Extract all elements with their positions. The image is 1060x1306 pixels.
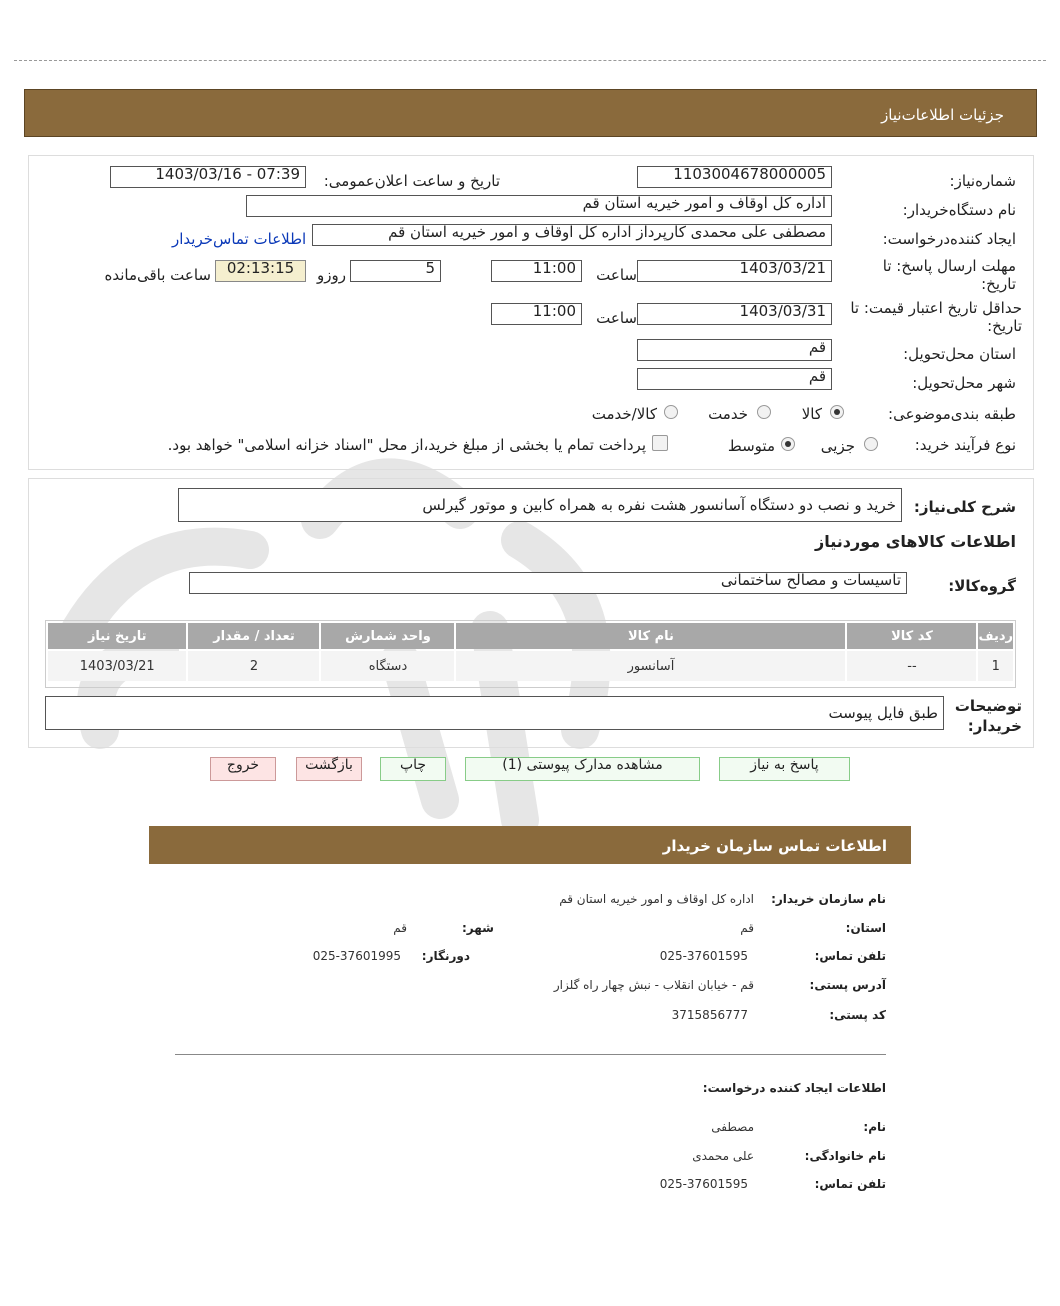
contact-province-label: استان: — [845, 921, 886, 935]
goods-table — [46, 621, 1015, 683]
creator-field: مصطفی علی محمدی کارپرداز اداره کل اوقاف و امور خیریه استان قم — [312, 224, 832, 246]
announce-label: تاریخ و ساعت اعلان‌عمومی: — [323, 172, 500, 190]
cell-name: آسانسور — [456, 651, 845, 681]
cell-unit: دستگاه — [321, 651, 454, 681]
col-unit: واحد شمارش — [321, 623, 454, 649]
contact-postal-label: کد پستی: — [829, 1008, 886, 1022]
col-name: نام کالا — [456, 623, 845, 649]
contact-address-value: قم - خیابان انقلاب - نبش چهار راه گلزار — [553, 978, 754, 992]
price-validity-label: حداقل تاریخ اعتبار قیمت: تا تاریخ: — [850, 299, 1022, 335]
view-documents-button[interactable]: مشاهده مدارک پیوستی (1) — [465, 757, 700, 781]
category-radio-goods-service[interactable] — [664, 405, 678, 419]
price-validity-time-field: 11:00 — [491, 303, 582, 325]
table-row — [48, 651, 1013, 681]
contact-header — [149, 826, 911, 864]
need-description-field: خرید و نصب دو دستگاه آسانسور هشت نفره به همراه کابین و موتور گیرلس — [178, 488, 902, 522]
price-validity-time-label: ساعت — [596, 309, 637, 327]
goods-table-wrapper — [45, 620, 1016, 688]
remaining-label: ساعت باقی‌مانده — [104, 266, 211, 284]
need-number-field: 1103004678000005 — [637, 166, 832, 188]
creator-label: ایجاد کننده‌درخواست: — [882, 230, 1016, 248]
exit-button[interactable]: خروج — [210, 757, 276, 781]
treasury-payment-checkbox[interactable] — [652, 435, 668, 451]
days-label: روزو — [317, 266, 346, 284]
goods-info-title: اطلاعات کالاهای موردنیاز — [815, 532, 1016, 551]
back-button[interactable]: بازگشت — [296, 757, 362, 781]
cell-code: -- — [847, 651, 976, 681]
contact-divider — [175, 1054, 886, 1055]
province-field: قم — [637, 339, 832, 361]
goods-table-header — [48, 623, 1013, 649]
process-label: نوع فرآیند خرید: — [914, 436, 1016, 454]
process-radio-minor[interactable] — [864, 437, 878, 451]
deadline-label: مهلت ارسال پاسخ: تا تاریخ: — [882, 257, 1016, 293]
contact-org-value: اداره کل اوقاف و امور خیریه استان قم — [559, 892, 754, 906]
days-field: 5 — [350, 260, 441, 282]
buyer-org-field: اداره کل اوقاف و امور خیریه استان قم — [246, 195, 832, 217]
col-date: تاریخ نیاز — [48, 623, 186, 649]
creator-name-label: نام: — [863, 1120, 886, 1134]
reply-button[interactable]: پاسخ به نیاز — [719, 757, 850, 781]
contact-fax-value: 025-37601995 — [312, 949, 401, 963]
contact-city-label: شهر: — [462, 921, 494, 935]
category-option-goods: کالا — [801, 405, 822, 423]
cell-qty: 2 — [188, 651, 319, 681]
contact-phone-label: تلفن تماس: — [814, 949, 886, 963]
need-number-label: شماره‌نیاز: — [949, 172, 1016, 190]
contact-province-value: قم — [740, 921, 754, 935]
contact-postal-value: 3715856777 — [671, 1008, 748, 1022]
category-label: طبقه بندی‌موضوعی: — [888, 405, 1016, 423]
creator-family-value: علی محمدی — [692, 1149, 754, 1163]
creator-family-label: نام خانوادگی: — [804, 1149, 886, 1163]
contact-city-value: قم — [393, 921, 407, 935]
details-header-title: جزئیات اطلاعات‌نیاز — [881, 106, 1004, 124]
category-radio-service[interactable] — [757, 405, 771, 419]
process-option-medium: متوسط — [727, 437, 775, 455]
city-field: قم — [637, 368, 832, 390]
category-option-goods-service: کالا/خدمت — [591, 405, 657, 423]
contact-phone-value: 025-37601595 — [659, 949, 748, 963]
deadline-date-field: 1403/03/21 — [637, 260, 832, 282]
deadline-time-label: ساعت — [596, 266, 637, 284]
buyer-notes-label: توضیحات خریدار: — [954, 697, 1022, 735]
need-description-label: شرح کلی‌نیاز: — [913, 498, 1016, 516]
creator-phone-label: تلفن تماس: — [814, 1177, 886, 1191]
remaining-timer: 02:13:15 — [215, 260, 306, 282]
creator-phone-value: 025-37601595 — [659, 1177, 748, 1191]
city-label: شهر محل‌تحویل: — [912, 374, 1016, 392]
process-radio-medium[interactable] — [781, 437, 795, 451]
creator-info-title: اطلاعات ایجاد کننده درخواست: — [702, 1081, 886, 1095]
buyer-notes-field: طبق فایل پیوست — [45, 696, 944, 730]
process-option-minor: جزیی — [820, 437, 855, 455]
top-divider — [14, 60, 1046, 61]
announce-field: 1403/03/16 - 07:39 — [110, 166, 306, 188]
deadline-time-field: 11:00 — [491, 260, 582, 282]
category-option-service: خدمت — [708, 405, 748, 423]
cell-row: 1 — [978, 651, 1013, 681]
price-validity-date-field: 1403/03/31 — [637, 303, 832, 325]
col-qty: تعداد / مقدار — [188, 623, 319, 649]
treasury-payment-note: پرداخت تمام یا بخشی از مبلغ خرید،از محل "اسناد خزانه اسلامی" خواهد بود. — [167, 436, 646, 454]
province-label: استان محل‌تحویل: — [903, 345, 1016, 363]
creator-name-value: مصطفی — [711, 1120, 754, 1134]
buyer-contact-link[interactable]: اطلاعات تماس‌خریدار — [172, 230, 307, 248]
details-header — [24, 89, 1037, 137]
col-row: ردیف — [978, 623, 1013, 649]
col-code: کد کالا — [847, 623, 976, 649]
goods-group-field: تاسیسات و مصالح ساختمانی — [189, 572, 907, 594]
contact-header-title: اطلاعات تماس سازمان خریدار — [662, 837, 887, 855]
contact-address-label: آدرس پستی: — [809, 978, 886, 992]
cell-date: 1403/03/21 — [48, 651, 186, 681]
buyer-org-label: نام دستگاه‌خریدار: — [902, 201, 1016, 219]
contact-org-label: نام سازمان خریدار: — [771, 892, 886, 906]
contact-fax-label: دورنگار: — [421, 949, 470, 963]
category-radio-goods[interactable] — [830, 405, 844, 419]
print-button[interactable]: چاپ — [380, 757, 446, 781]
goods-group-label: گروه‌کالا: — [948, 577, 1016, 595]
